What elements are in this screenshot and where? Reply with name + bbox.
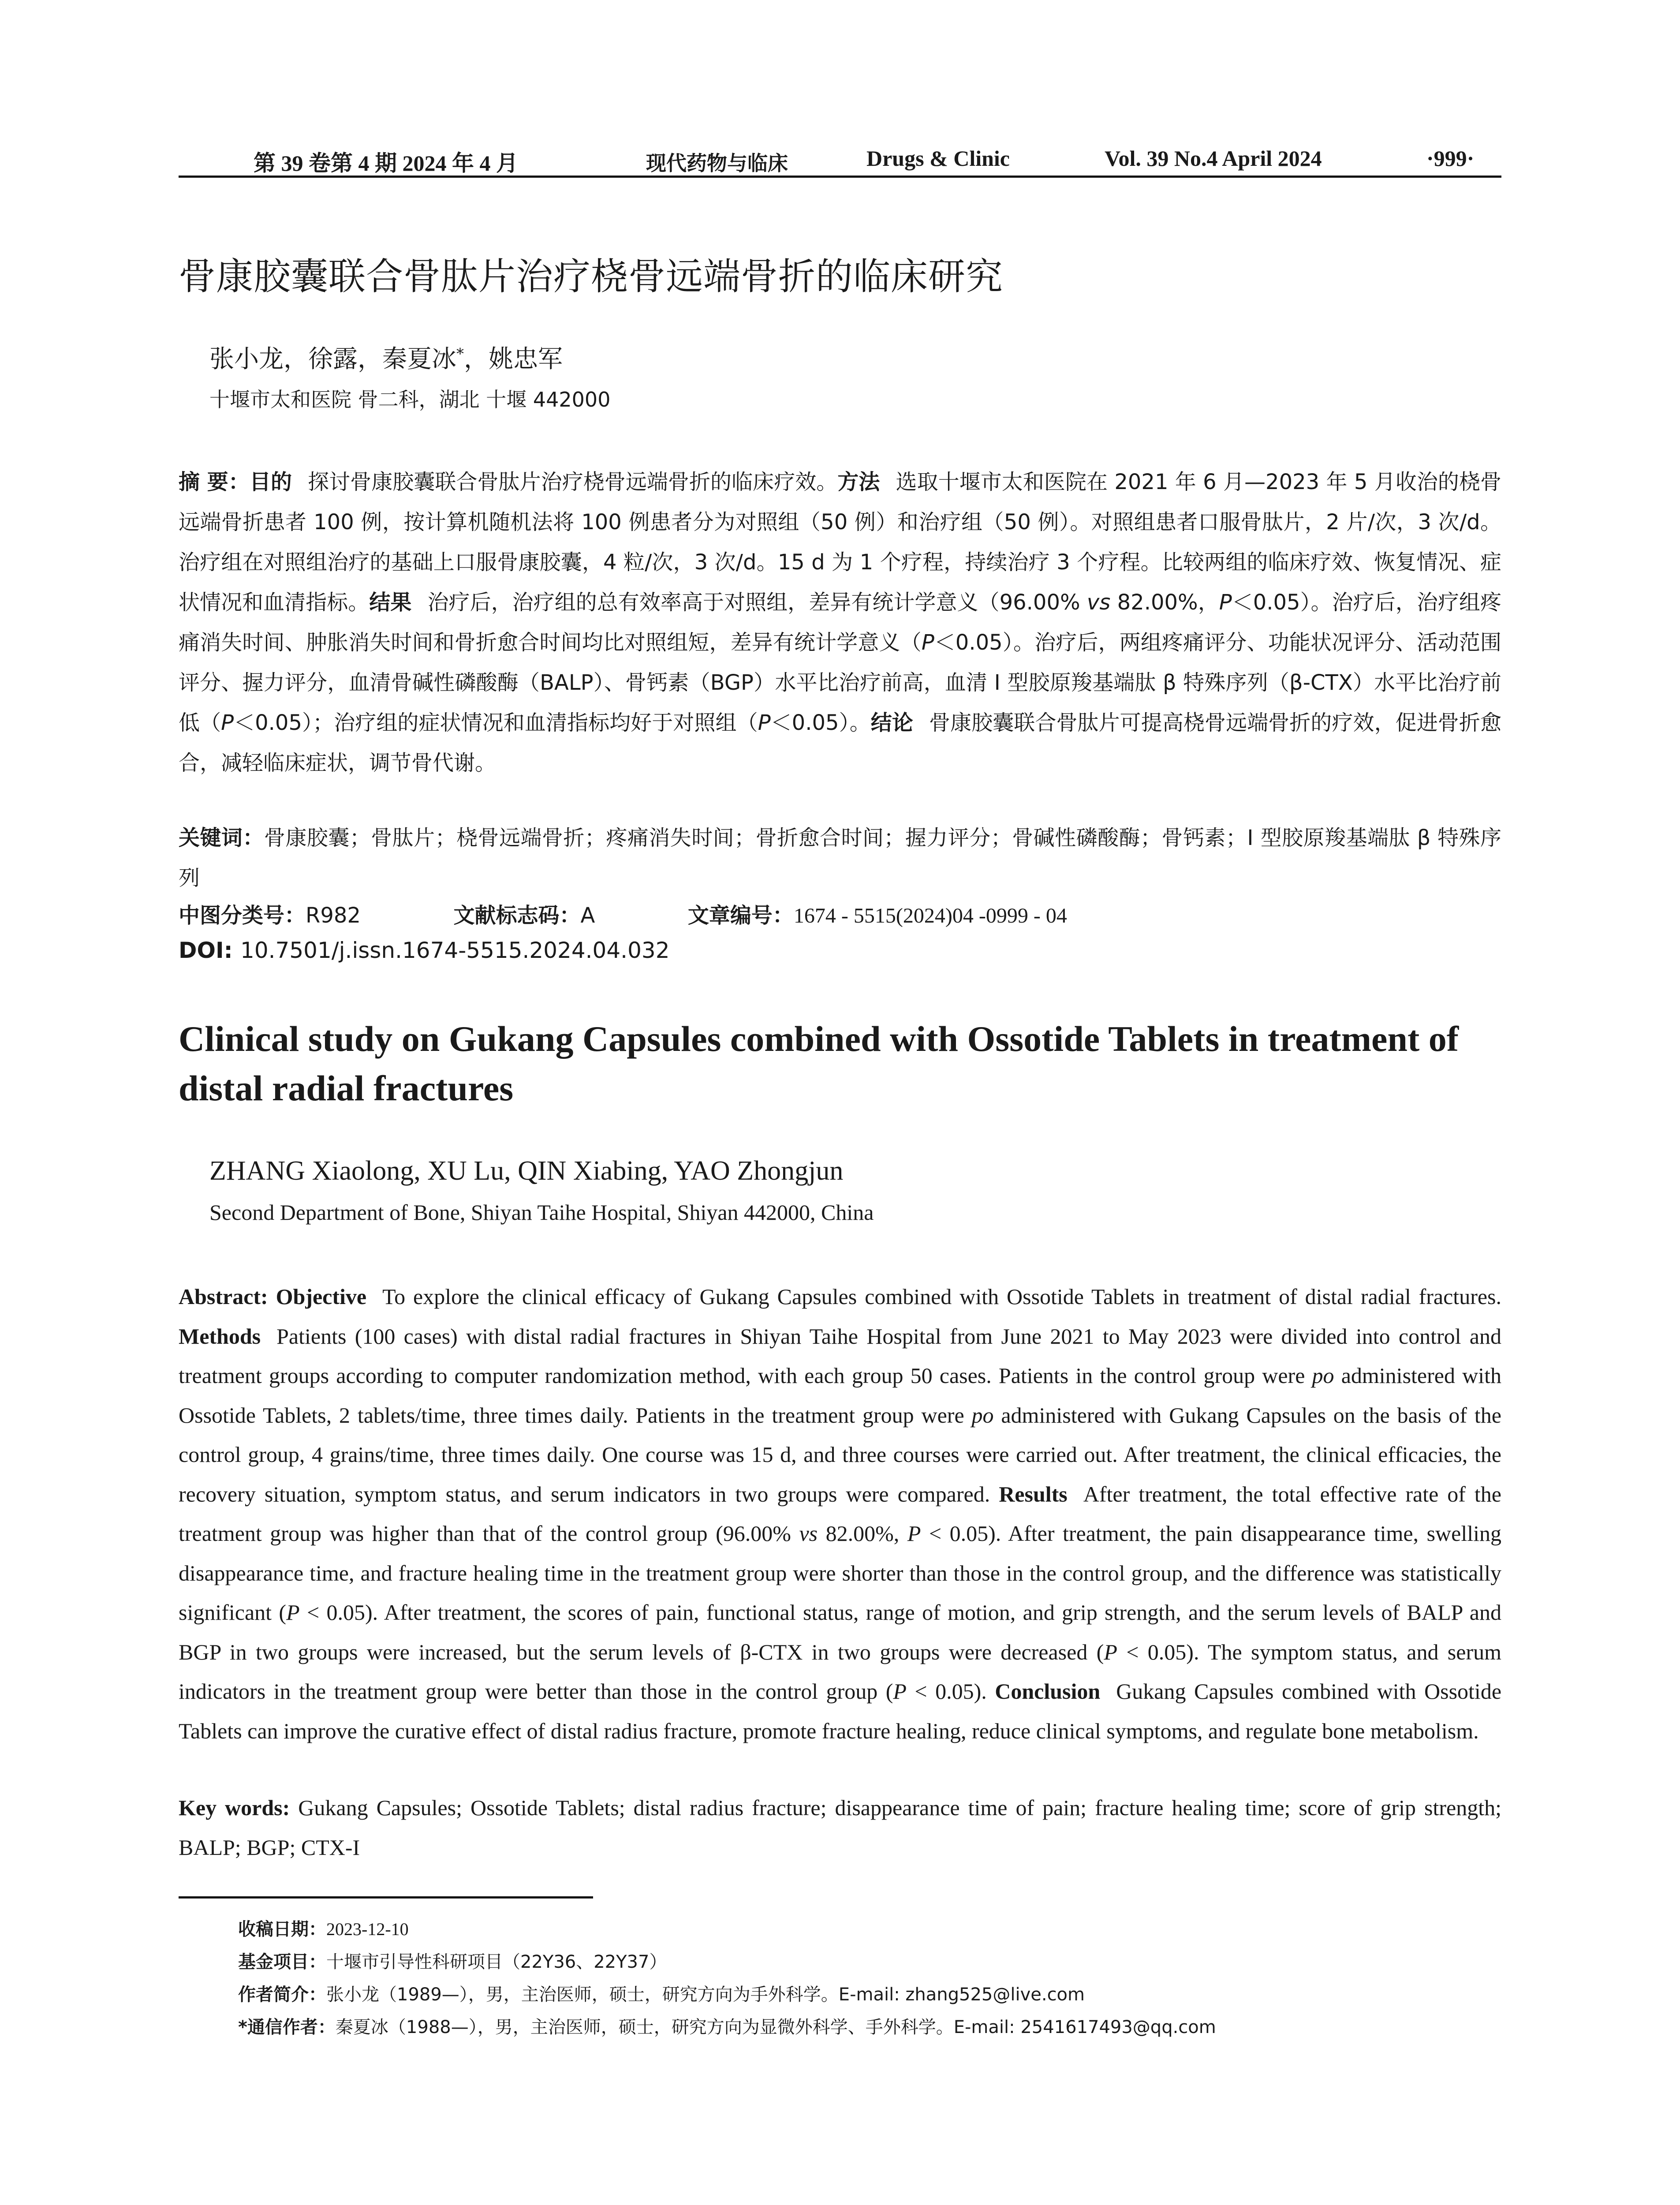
author-label: 作者简介： — [238, 1984, 326, 2005]
en-results-p: P — [907, 1521, 921, 1546]
cn-results-p: P — [1219, 590, 1232, 615]
en-results-label: Results — [999, 1481, 1068, 1506]
cn-authors-main: 张小龙，徐露，秦夏冰 — [209, 345, 456, 374]
en-results-p: P — [893, 1679, 907, 1704]
en-results-text: < 0.05). After treatment, the scores of pain, functional status, range of motion, and grip strength, and the serum levels of BALP and BGP in two groups were increased, but the serum levels of β-CTX in two groups were decreased ( — [179, 1600, 1501, 1664]
en-results-p: P — [1104, 1639, 1117, 1664]
corr-label: *通信作者： — [238, 2017, 336, 2037]
en-po: po — [1312, 1363, 1334, 1388]
cn-authors-tail: ，姚忠军 — [464, 345, 563, 374]
fund-value: 十堰市引导性科研项目（22Y36、22Y37） — [326, 1952, 667, 1972]
en-results-text: < 0.05). — [906, 1679, 987, 1704]
en-conclusion: Gukang Capsules combined with Ossotide Tablets can improve the curative effect of distal radius fracture, promote fracture healing, reduce clinical symptoms, and regulate bone metabolism. — [179, 1679, 1502, 1743]
footnotes — [238, 1913, 1216, 2044]
fund-label: 基金项目： — [238, 1952, 326, 1972]
clc-label: 中图分类号： — [179, 903, 306, 928]
en-methods-label: Methods — [179, 1323, 261, 1349]
header-volume-en: Vol. 39 No.4 April 2024 — [1105, 146, 1322, 171]
doi-line — [179, 938, 670, 963]
cn-results-p: P — [221, 710, 234, 735]
en-authors: ZHANG Xiaolong, XU Lu, QIN Xiabing, YAO Zhongjun — [209, 1156, 844, 1186]
cn-authors — [209, 340, 563, 375]
en-results-p: P — [286, 1600, 300, 1625]
cn-conclusion: 骨康胶囊联合骨肽片可提高桡骨远端骨折的疗效，促进骨折愈合，减轻临床症状，调节骨代谢。 — [179, 710, 1501, 775]
en-results-text: After treatment, the total effective rate of the treatment group was higher than that of the control group (96.00% — [179, 1481, 1501, 1546]
cn-keywords-text: 骨康胶囊；骨肽片；桡骨远端骨折；疼痛消失时间；骨折愈合时间；握力评分；骨碱性磷酸酶；骨钙素；Ⅰ 型胶原羧基端肽 β 特殊序列 — [179, 826, 1501, 890]
footnote-fund — [238, 1946, 1216, 1978]
cn-keywords — [179, 818, 1501, 898]
cn-results-text: ＜0.05）；治疗组的症状情况和血清指标均好于对照组（ — [234, 710, 758, 735]
en-methods-text: administered with Gukang Capsules on the basis of the control group, 4 grains/time, three times daily. One course was 15 d, and three courses were carried out. After treatment, the clinical efficacies, the recovery situation, symptom status, and serum indicators in two groups were compared. — [179, 1402, 1501, 1506]
author-value: 张小龙（1989—），男，主治医师，硕士，研究方向为手外科学。E-mail: zhang525@live.com — [326, 1984, 1085, 2005]
cn-title: 骨康胶囊联合骨肽片治疗桡骨远端骨折的临床研究 — [179, 255, 1004, 298]
en-methods-text: Patients (100 cases) with distal radial fractures in Shiyan Taihe Hospital from June 2021 to May 2023 were divided into control and treatment groups according to computer randomization method, with each group 50 cases. Patients in the control group were — [179, 1323, 1501, 1388]
received-value: 2023-12-10 — [326, 1919, 409, 1939]
en-title: Clinical study on Gukang Capsules combined with Ossotide Tablets in treatment of distal radial fractures — [179, 1019, 1459, 1108]
doc-code-value: A — [580, 903, 595, 928]
cn-objective-label: 目的 — [249, 470, 292, 494]
cn-objective: 探讨骨康胶囊联合骨肽片治疗桡骨远端骨折的临床疗效。 — [308, 470, 838, 494]
en-results-vs: vs — [799, 1521, 818, 1546]
cn-conclusion-label: 结论 — [870, 710, 913, 735]
cn-results-text: 治疗后，治疗组的总有效率高于对照组，差异有统计学意义（96.00% — [427, 590, 1087, 615]
cn-results-text: 82.00%， — [1110, 590, 1219, 615]
article-no-value: 1674 - 5515(2024)04 -0999 - 04 — [793, 904, 1067, 927]
en-keywords-text: Gukang Capsules; Ossotide Tablets; distal radius fracture; disappearance time of pain; fracture healing time; score of grip strength; BALP; BGP; CTX-I — [179, 1795, 1501, 1860]
cn-abstract-label: 摘 要： — [179, 470, 250, 494]
en-po: po — [971, 1402, 994, 1428]
cn-results-p: P — [758, 710, 771, 735]
header-journal-cn: 现代药物与临床 — [646, 151, 788, 175]
footnote-received — [238, 1913, 1216, 1946]
header-volume-cn: 第 39 卷第 4 期 2024 年 4 月 — [254, 151, 518, 176]
footnote-author — [238, 1978, 1216, 2011]
cn-keywords-label: 关键词： — [179, 826, 264, 850]
running-header — [179, 142, 1501, 177]
article-no-label: 文章编号： — [687, 903, 794, 928]
footnote-corresponding — [238, 2011, 1216, 2044]
header-page-number: ·999· — [1426, 146, 1475, 171]
cn-methods: 选取十堰市太和医院在 2021 年 6 月—2023 年 5 月收治的桡骨远端骨折患者 100 例，按计算机随机法将 100 例患者分为对照组（50 例）和治疗组（50 例）。对照组患者口服骨肽片，2 片/次，3 次/d。治疗组在对照组治疗的基础上口服骨康胶囊，4 粒/次，3 次/d。15 d 为 1 个疗程，持续治疗 3 个疗程。比较两组的临床疗效、恢复情况、症状情况和血清指标。 — [179, 470, 1501, 615]
cn-methods-label: 方法 — [837, 470, 880, 494]
received-label: 收稿日期： — [238, 1919, 326, 1940]
en-conclusion-label: Conclusion — [995, 1679, 1101, 1704]
cn-results-text: ＜0.05）。治疗后，两组疼痛评分、功能状况评分、活动范围评分、握力评分，血清骨碱性磷酸酶（BALP）、骨钙素（BGP）水平比治疗前高，血清 Ⅰ 型胶原羧基端肽 β 特殊序列（β-CTX）水平比治疗前低（ — [179, 630, 1501, 735]
classification-line — [179, 898, 1067, 929]
doi-value[interactable]: 10.7501/j.issn.1674-5515.2024.04.032 — [240, 938, 670, 963]
cn-affiliation: 十堰市太和医院 骨二科，湖北 十堰 442000 — [209, 388, 611, 411]
en-affiliation: Second Department of Bone, Shiyan Taihe Hospital, Shiyan 442000, China — [209, 1200, 874, 1225]
cn-results-text: ＜0.05）。治疗后，治疗组疼痛消失时间、肿胀消失时间和骨折愈合时间均比对照组短，差异有统计学意义（ — [179, 590, 1501, 655]
cn-results-p: P — [921, 630, 934, 655]
footnote-rule — [179, 1896, 593, 1899]
doc-code-label: 文献标志码： — [453, 903, 581, 928]
cn-results-vs: vs — [1086, 590, 1111, 615]
en-methods-text: administered with Ossotide Tablets, 2 tablets/time, three times daily. Patients in the treatment group were — [179, 1363, 1501, 1428]
header-journal-en: Drugs & Clinic — [866, 146, 1010, 171]
cn-results-text: ＜0.05）。 — [770, 710, 871, 735]
en-results-text: < 0.05). After treatment, the pain disappearance time, swelling disappearance time, and fracture healing time in the treatment group were shorter than those in the control group, and the difference was statistically significant ( — [179, 1521, 1502, 1625]
en-results-text: < 0.05). The symptom status, and serum indicators in the treatment group were better than those in the control group ( — [179, 1639, 1501, 1704]
cn-abstract — [179, 462, 1501, 783]
en-objective: To explore the clinical efficacy of Gukang Capsules combined with Ossotide Tablets in treatment of distal radial fractures. — [382, 1284, 1501, 1309]
en-results-text: 82.00%, — [818, 1521, 907, 1546]
en-keywords — [179, 1788, 1501, 1867]
clc-value: R982 — [306, 903, 361, 928]
en-keywords-label: Key words: — [179, 1795, 290, 1820]
doi-label: DOI: — [179, 938, 241, 963]
en-abstract — [179, 1277, 1501, 1751]
header-rule — [179, 176, 1501, 178]
corr-value: 秦夏冰（1988—），男，主治医师，硕士，研究方向为显微外科学、手外科学。E-mail: 2541617493@qq.com — [335, 2017, 1216, 2037]
en-objective-label: Abstract: Objective — [179, 1284, 367, 1309]
corresponding-mark: * — [456, 345, 464, 363]
cn-results-label: 结果 — [369, 590, 412, 615]
